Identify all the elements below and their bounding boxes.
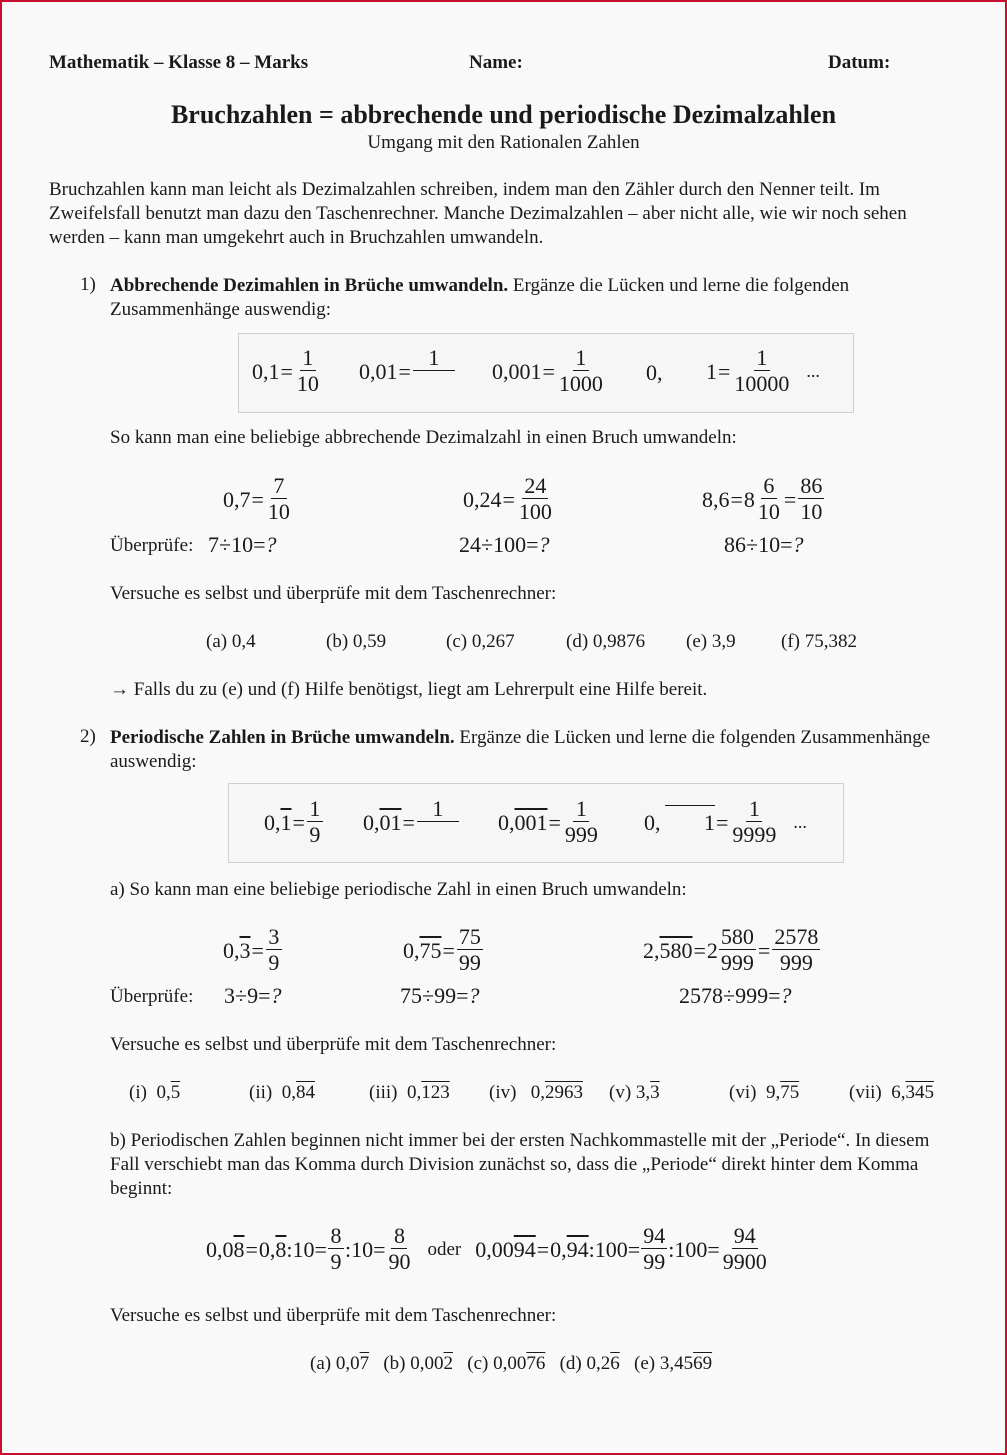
exercise-1-item: (a) 0,4 (206, 631, 256, 652)
section2-title: Periodische Zahlen in Brüche umwandeln. (110, 727, 455, 748)
oder-word: oder (427, 1238, 462, 1260)
memorize-eq-1: 0,1 = $\frac{1}{10}$ (252, 345, 319, 396)
check-2b: 75÷99= ? (400, 983, 480, 1008)
shift-formula-left: 0,0 8 = 0, 8 :10= $\frac{8}{9}$ :10= $\frac{8}{90}$ oder 0,00 94 = 0, 94 :100= $\frac{94}{99}$ :100= $\frac{94}{9900}$ (206, 1223, 767, 1274)
exercise-2a-item: (v) 3,3 (609, 1082, 660, 1103)
check-label-2: Überprüfe: (110, 986, 194, 1007)
check-label-1: Überprüfe: (110, 535, 194, 556)
example-1a: 0,7 = $\frac{7}{10}$ (223, 473, 290, 524)
memorize-eq-5: 1 = $\frac{1}{10000}$ ... (706, 345, 820, 396)
period-eq-2: 0, 01 = 1 (363, 797, 460, 848)
section2-text-b: b) Periodischen Zahlen beginnen nicht immer bei der ersten Nachkommastelle mit der „Periode“. In diesem Fall verschiebt man das Komma durch Division zunächst so, dass die „Periode“ direkt hinter dem Komma beginnt: (110, 1130, 930, 1199)
exercise-1-item: (c) 0,267 (446, 631, 515, 652)
intro-paragraph: Bruchzahlen kann man leicht als Dezimalzahlen schreiben, indem man den Zähler durch den Nenner teilt. Im Zweifelsfall benutzt man dazu den Taschenrechner. Manche Dezimalzahlen – aber nicht alle, wie wir noch sehen werden – kann man umgekehrt auch in Bruchzahlen umwandeln. (49, 179, 907, 248)
period-eq-1: 0, 1 = $\frac{1}{9}$ (264, 797, 324, 848)
section2-number: 2) (80, 726, 96, 747)
exercise-1-item: (e) 3,9 (686, 631, 736, 652)
exercise-2a-item: (iii) 0,123 (369, 1082, 450, 1103)
decimal: 0,01 (359, 358, 398, 384)
exercise-2a-item: (vi) 9,75 (729, 1082, 800, 1103)
section1-try: Versuche es selbst und überprüfe mit dem Taschenrechner: (110, 583, 557, 604)
check-1a: 7÷10= ? (208, 532, 277, 557)
section1-title: Abbrechende Dezimahlen in Brüche umwandeln. (110, 275, 509, 296)
section2-try-b: Versuche es selbst und überprüfe mit dem Taschenrechner: (110, 1305, 557, 1326)
exercise-1-item: (b) 0,59 (326, 631, 387, 652)
check-1b: 24÷100= ? (459, 532, 550, 557)
exercise-2a-item: (vii) 6,345 (849, 1082, 934, 1103)
example-1b: 0,24 = $\frac{24}{100}$ (463, 473, 552, 524)
period-eq-5: 1 = $\frac{1}{9999}$ ... (704, 796, 807, 847)
example-2b: 0, 75 = $\frac{75}{99}$ (403, 924, 481, 975)
decimal: 1 (706, 358, 717, 384)
exercise-2a-item: (i) 0,5 (129, 1082, 181, 1103)
section1-number: 1) (80, 274, 96, 295)
decimal: 0,1 (252, 358, 280, 384)
hint-text: → Falls du zu (e) und (f) Hilfe benötigst, liegt am Lehrerpult eine Hilfe bereit. (110, 679, 708, 700)
section1-heading (110, 274, 950, 322)
page-subtitle: Umgang mit den Rationalen Zahlen (367, 132, 640, 153)
check-2a: 3÷9= ? (224, 983, 282, 1008)
fraction-blank: 1 (413, 346, 455, 397)
exercise-1-item: (d) 0,9876 (566, 631, 646, 652)
section2-lead-a: a) So kann man eine beliebige periodische Zahl in einen Bruch umwandeln: (110, 879, 687, 900)
fraction: $\frac{1}{10}$ (296, 345, 319, 396)
exercise-1-item: (f) 75,382 (781, 631, 857, 652)
exercise-2b-items: (a) 0,07 (b) 0,002 (c) 0,0076 (d) 0,26 (e) 3,4569 (310, 1353, 713, 1374)
check-1c: 86÷10= ? (724, 532, 804, 557)
memorize-eq-2: 0,01 = 1 (359, 346, 456, 397)
section1-instruction: Ergänze die Lücken und lerne die folgenden Zusammenhänge auswendig: (110, 275, 850, 320)
exercise-2a-item: (iv) 0,2963 (489, 1082, 583, 1103)
section2-heading (110, 726, 950, 774)
name-label: Name: (469, 52, 523, 73)
fraction: $\frac{1}{10000}$ (734, 345, 790, 396)
decimal: 0,001 (492, 358, 542, 384)
fraction: $\frac{1}{1000}$ (558, 345, 603, 396)
section1-lead: So kann man eine beliebige abbrechende Dezimalzahl in einen Bruch umwandeln: (110, 427, 737, 448)
date-label: Datum: (828, 52, 891, 73)
period-eq-3: 0, 001 = $\frac{1}{999}$ (498, 796, 598, 847)
example-2c: 2, 580 = 2 $\frac{580}{999}$ = $\frac{2578}{999}$ (643, 924, 819, 975)
memorize-eq-3: 0,001 = $\frac{1}{1000}$ (492, 345, 603, 396)
section2-instruction: Ergänze die Lücken und lerne die folgenden Zusammenhänge auswendig: (110, 727, 931, 772)
exercise-2a-item: (ii) 0,84 (249, 1082, 315, 1103)
section2-try: Versuche es selbst und überprüfe mit dem Taschenrechner: (110, 1034, 557, 1055)
memorize-eq-4-blank: 0, (646, 360, 663, 385)
ellipsis: ... (806, 361, 820, 381)
example-1c: 8,6 = 8 $\frac{6}{10}$ = $\frac{86}{10}$ (702, 473, 823, 524)
course-label: Mathematik – Klasse 8 – Marks (49, 52, 309, 73)
page-title: Bruchzahlen = abbrechende und periodische Dezimalzahlen (170, 100, 837, 129)
period-eq-4-blank: 0, (644, 810, 715, 836)
check-2c: 2578÷999= ? (679, 983, 792, 1008)
example-2a: 0, 3 = $\frac{3}{9}$ (223, 925, 283, 976)
